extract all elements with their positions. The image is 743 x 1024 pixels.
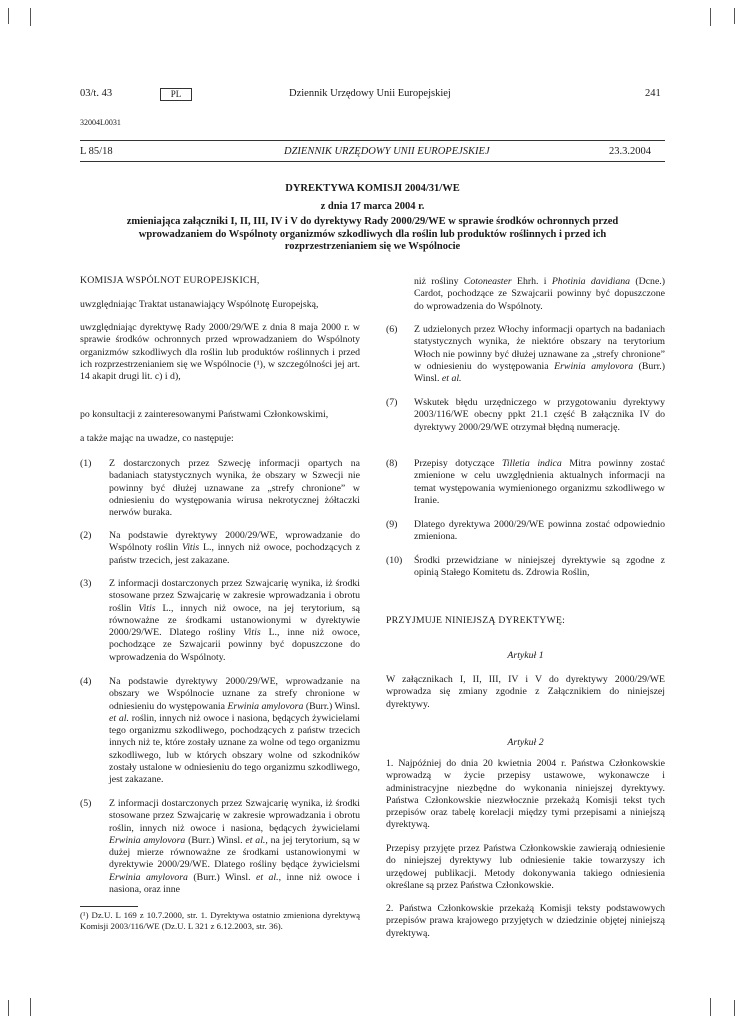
recital-1: Z dostarczonych przez Szwecję informacji opartych na badaniach statystycznych wynika, że obszary w Szwecji nie powinny być dłużej uznawane za „strefy chronione” w odniesieniu do występowania wirusa nekrotycznej żółtaczki nerwów buraka. [109,458,360,519]
crop-mark [734,1000,735,1016]
text-segment: L., innych niż owoce, pochodzących z państw trzecich, jest zakazane. [109,542,361,566]
article-2-title: Artykuł 2 [507,737,544,748]
header-page-number: 241 [645,88,661,99]
text-italic: Erwinia amylovora [109,871,188,883]
crop-mark [710,998,711,1016]
adoption-formula: PRZYJMUJE NINIEJSZĄ DYREKTYWĘ: [386,615,566,626]
article-2-para-2: Przepisy przyjęte przez Państwa Członkowskie zawierają odniesienie do niniejszej dyrektywy lub odniesienie takie towarzyszy ich urzędowej publikacji. Metody dokonywania takiego odniesienia określane są przez Państwa Członkowskie. [386,843,665,891]
recital-3 [109,578,360,664]
subheader-date: 23.3.2004 [609,146,651,157]
article-1-text: W załącznikach I, II, III, IV i V do dyrektywy 2000/29/WE wprowadza się zmiany zgodnie z Załącznikiem do niniejszej dyrektywy. [386,674,665,710]
text-segment: Na podstawie dyrektywy 2000/29/WE, wprowadzanie do Wspólnoty roślin [109,530,360,554]
language-box: PL [160,88,192,101]
text-segment: (Burr.) Winsl. [303,700,361,712]
text-segment: niż rośliny [414,276,464,287]
text-italic: Vitis [181,542,200,554]
recital-7: Wskutek błędu urzędniczego w przygotowaniu dyrektywy 2003/116/WE obecny ppkt 21.1 część B załącznika IV do dyrektywy 2000/29/WE otrzymał błędną numerację. [414,397,665,433]
recital-4 [109,676,360,787]
text-segment: Z informacji dostarczonych przez Szwajcarię wynika, iż środki stosowane przez Szwajcarię w zakresie wprowadzania i obrotu roślin, innych niż owoce i nasiona, będących żywicielami [109,798,360,834]
recital-whereas: a także mając na uwadze, co następuje: [80,433,234,444]
recital-9: Dlatego dyrektywa 2000/29/WE powinna zostać odpowiednio zmieniona. [414,519,665,543]
footnote-rule [80,906,138,907]
recital-5 [109,798,360,896]
text-italic: Erwinia amylovora [109,834,186,846]
text-italic: Vitis [243,627,261,639]
crop-mark [734,8,735,24]
text-italic: et al. [109,712,129,724]
recital-number: (4) [80,676,92,687]
header-journal: Dziennik Urzędowy Unii Europejskiej [289,88,451,99]
intro-commission: KOMISJA WSPÓLNOT EUROPEJSKICH, [80,275,260,286]
text-italic: Erwinia amylovora [227,700,304,712]
text-segment: Ehrh. i [511,276,552,287]
text-italic: Erwinia amylovora [554,360,634,372]
text-italic: Vitis [138,602,156,614]
text-italic: Cotoneaster [463,276,512,287]
text-segment: Mitra powinny zostać zmienione w celu uwzględnienia aktualnych informacji na temat występowania wymienionego organizmu szkodliwego w Iranie. [414,458,665,506]
subheader-rule-bottom [80,161,665,162]
recital-treaty: uwzględniając Traktat ustanawiający Wspólnotę Europejską, [80,299,319,310]
footnote: (¹) Dz.U. L 169 z 10.7.2000, str. 1. Dyrektywa ostatnio zmieniona dyrektywą Komisji 2003/116/WE (Dz.U. L 321 z 6.12.2003, str. 36). [80,910,360,931]
text-segment: Przepisy dotyczące [414,458,502,469]
recital-2 [109,530,360,567]
crop-mark [710,8,711,26]
crop-mark [30,8,31,26]
text-segment: (Dcne.) Cardot, pochodzące ze Szwajcarii powinny być dopuszczone do wprowadzenia do Wspólnoty. [414,276,666,312]
subheader-rule-top [80,140,665,141]
header-ref: 03/t. 43 [80,88,113,99]
recital-6 [414,324,665,385]
text-segment: , na jej terytorium, są w dużej mierze równoważne ze środkami ustanowionymi w dyrektywie 2000/29/WE. Dlatego rośliny będące żywicielsmi [109,834,361,871]
text-segment: L., innych niż owoce, na jej terytorium, są równoważne ze środkami ustanowionymi w dyrektywie 2000/29/WE. Dlatego rośliny [109,602,360,639]
recital-number: (5) [80,798,92,809]
text-segment: (Burr.) Winsl. [187,871,256,883]
recital-directive: uwzględniając dyrektywę Rady 2000/29/WE z dnia 8 maja 2000 r. w sprawie środków ochronnych przed wprowadzaniem do Wspólnoty organizmów szkodliwych dla roślin lub produktów roślinnych i przed ich rozprzestrzenianiem się we Wspólnocie (¹), w szczególności jej art. 14 akapit drugi lit. c) i d), [80,322,360,383]
directive-date: z dnia 17 marca 2004 r. [320,201,425,212]
recital-number: (9) [386,519,398,530]
subheader-journal: DZIENNIK URZĘDOWY UNII EUROPEJSKIEJ [284,146,490,157]
text-segment: Z udzielonych przez Włochy informacji opartych na badaniach statystycznych wynika, że niektóre obszary na terytorium Włoch nie powinny być dłużej uznawane za „strefy chronione” w odniesieniu do występowania [414,324,665,372]
recital-10: Środki przewidziane w niniejszej dyrektywie są zgodne z opinią Stałego Komitetu ds. Zdrowia Roślin, [414,555,665,579]
text-italic: et al. [245,834,266,846]
celex-number: 32004L0031 [80,118,121,127]
recital-number: (1) [80,458,92,469]
text-segment: Na podstawie dyrektywy 2000/29/WE, wprowadzanie na obszary we Wspólnocie uznane za strefy chronione w odniesieniu do występowania [109,676,360,712]
recital-number: (6) [386,324,398,335]
recital-number: (2) [80,530,92,541]
text-italic: Tilletia indica [502,458,562,469]
directive-title: DYREKTYWA KOMISJI 2004/31/WE [285,183,460,194]
text-segment: Z informacji dostarczonych przez Szwajcarię wynika, iż środki stosowane przez Szwajcarię w zakresie wprowadzania i obrotu roślin [109,578,360,614]
article-2-para-1: 1. Najpóźniej do dnia 20 kwietnia 2004 r. Państwa Członkowskie wprowadzą w życie przepisy ustawowe, wykonawcze i administracyjne niezbędne do wykonania niniejszej dyrektywy. Państwa Członkowskie niezwłocznie przekażą Komisji tekst tych przepisów oraz tabelę korelacji między tymi przepisami a niniejszą dyrektywą. [386,758,665,831]
text-segment: (Burr.) Winsl. [185,834,246,846]
crop-mark [8,8,9,24]
text-italic: et al. [441,373,462,385]
recital-consultation: po konsultacji z zainteresowanymi Państwami Członkowskimi, [80,409,329,420]
text-italic: Photinia davidiana [551,276,631,287]
text-segment: (Burr.) Winsl. [414,360,666,385]
recital-number: (7) [386,397,398,408]
text-segment: roślin, innych niż owoce i nasiona, będących żywicielami tego organizmu szkodliwego, pochodzących z państw trzecich innych niż te, które zostały uznane za wolne od tego organizmu szkodliwego, lub w których obszary wolne od szkodników zostały ustalone w odniesieniu do tego organizmu szkodliwego, jest zakazane. [109,712,360,786]
text-segment: , inne niż owoce i nasiona, oraz inne [109,871,361,896]
subheader-ref: L 85/18 [80,146,113,157]
recital-number: (8) [386,458,398,469]
article-1-title: Artykuł 1 [507,650,544,661]
text-segment: L., inne niż owoce, pochodzące ze Szwajcarii powinny być dopuszczone do wprowadzenia do Wspólnoty. [109,627,360,663]
text-italic: et al. [255,871,279,883]
recital-number: (3) [80,578,92,589]
recital-5-continued [414,276,665,313]
crop-mark [8,1000,9,1016]
article-2-para-3: 2. Państwa Członkowskie przekażą Komisji teksty podstawowych przepisów prawa krajowego przyjętych w dziedzinie objętej niniejszą dyrektywą. [386,903,665,939]
directive-subject: zmieniająca załączniki I, II, III, IV i V do dyrektywy Rady 2000/29/WE w sprawie środków ochronnych przed wprowadzaniem do Wspólnoty organizmów szkodliwych dla roślin lub produktów roślinnych i przed ich rozprzestrzenianiem się we Wspólnocie [126,216,619,252]
recital-8 [414,458,665,507]
crop-mark [30,998,31,1016]
recital-number: (10) [386,555,403,566]
